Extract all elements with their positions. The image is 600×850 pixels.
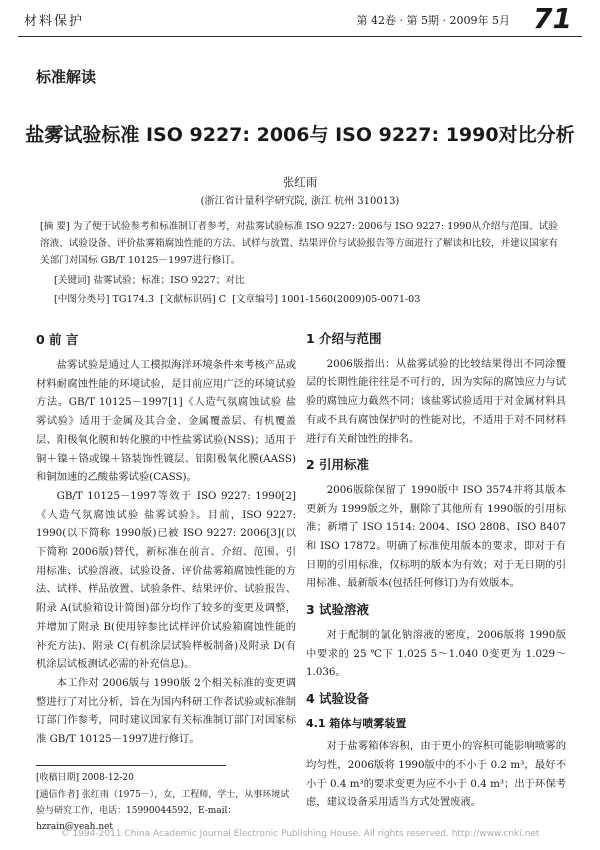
journal-name: 材料保护 — [24, 14, 85, 29]
section-2-paragraph: 2006版除保留了 1990版中 ISO 3574并将其版本更新为 1999版之外，删除了其他所有 1990版的引用标准；新增了 ISO 1514: 2004、ISO 2808、ISO 8407和 ISO 17872。明确了标准使用版本的要求，即对于有日期的引用标准，仅标明的版本为有效；对于无日期的引用标准、最新版本(包括任何修订)为有效版本。 — [306, 483, 566, 590]
keywords-label: [关键词] — [54, 275, 91, 286]
abstract-text: 为了便于试验参考和标准制订者参考，对盐雾试验标准 ISO 9227: 2006与 ISO 9227: 1990从介绍与范围、试验溶液、试验设备、评价盐雾箱腐蚀性能的方法、试样与放置、结果评价与试验报告等方面进行了解读和比较，并建议国家有关部门对国标 GB/T 10125－1997进行修订。 — [40, 221, 559, 266]
article-no-value: 1001-1560(2009)05-0071-03 — [281, 294, 421, 305]
section-0-heading: 0 前 言 — [36, 332, 79, 347]
classification-line — [54, 291, 564, 305]
contact-label: [通信作者] — [36, 790, 80, 800]
clc-value: TG174.3 — [112, 294, 155, 305]
received-label: [收稿日期] — [36, 773, 80, 783]
keywords — [54, 272, 564, 286]
section-1-paragraph: 2006版指出：从盐雾试验的比较结果得出不同涂覆层的长期性能往往是不可行的，因为实际的腐蚀应力与试验的腐蚀应力截然不同；该盐雾试验适用于对金属材料具有或不具有腐蚀保护时的性能对比，不适用于对不同材料进行有关耐蚀性的排名。 — [306, 357, 566, 445]
section-4-heading: 4 试验设备 — [306, 690, 370, 706]
section-4-1-paragraph: 对于盐雾箱体容积，由于更小的容积可能影响喷雾的均匀性，2006版将 1990版中的不小于 0.2 m³，最好不小于 0.4 m³的要求变更为应不小于 0.4 m³；出于环保考虑，建议设备采用适当方式处置废液。 — [306, 740, 566, 809]
affiliation: (浙江省计量科学研究院, 浙江 杭州 310013) — [200, 196, 400, 207]
abstract — [40, 218, 560, 269]
intro-paragraph-1: 盐雾试验是通过人工模拟海洋环境条件来考核产品或材料耐腐蚀性能的环境试验，是目前应用广泛的环境试验方法。GB/T 10125－1997[1]《人造气氛腐蚀试验 盐雾试验》适用于金属及其合金、金属覆盖层、有机覆盖层、阳极氧化膜和转化膜的中性盐雾试验(NSS)；适用于铜＋镍＋铬或镍＋铬装饰性镀层、铝阳极氧化膜(AASS)和铜加速的乙酸盐雾试验(CASS)。 — [36, 359, 296, 484]
section-3-heading: 3 试验溶液 — [306, 602, 370, 618]
abstract-label: [摘 要] — [40, 221, 70, 232]
right-column-body — [306, 330, 566, 812]
section-tag: 标准解读 — [36, 68, 97, 86]
doc-code-value: C — [218, 294, 227, 305]
footnote-rule — [36, 765, 226, 766]
intro-paragraph-3: 本工作对 2006版与 1990版 2个相关标准的变更调整进行了对比分析，旨在为国内科研工作者试验或标准制订部门作参考，同时建议国家有关标准制订部门对国家标准 GB/T 10125－1997进行修订。 — [36, 676, 296, 746]
received-value: 2008-12-20 — [81, 773, 134, 783]
received-date — [36, 770, 296, 786]
author: 张红雨 — [282, 175, 318, 189]
section-3-paragraph: 对于配制的氯化钠溶液的密度，2006版将 1990版中要求的 25 ℃下 1.025 5～1.040 0变更为 1.029～1.036。 — [306, 628, 566, 679]
doc-code-label: [文献标识码] — [160, 294, 216, 305]
paper-title: 盐雾试验标准 ISO 9227: 2006与 ISO 9227: 1990对比分析 — [25, 124, 575, 146]
header-rule — [18, 36, 582, 37]
page-number: 71 — [533, 2, 572, 35]
section-2-heading: 2 引用标准 — [306, 457, 370, 473]
corresponding-author — [36, 787, 296, 835]
article-no-label: [文章编号] — [232, 294, 279, 305]
issue-info: 第 42卷 · 第 5期 · 2009年 5月 — [356, 14, 510, 27]
left-column-body — [36, 356, 296, 749]
copyright-footer: © 1994-2011 China Academic Journal Electronic Publishing House. All rights reserved. http://www.cnki.net — [60, 829, 540, 839]
section-4-1-heading: 4.1 箱体与喷雾装置 — [306, 716, 407, 730]
section-1-heading: 1 介绍与范围 — [306, 331, 382, 346]
intro-paragraph-2: GB/T 10125－1997等效于 ISO 9227: 1990[2]《人造气氛腐蚀试验 盐雾试验》。目前，ISO 9227: 1990(以下简称 1990版)已被 ISO 9227: 2006[3](以下简称 2006版)替代，新标准在前言、介绍、范围、引用标准、试验溶液、试验设备、评价盐雾箱腐蚀性能的方法、试样、样品放置、试验条件、结果评价、试验报告、附录 A(试验箱设计简图)部分均作了较多的变更及调整，并增加了附录 B(使用锌参比试样评价试验箱腐蚀性能的补充方法)、附录 C(有机涂层试验样板制备)及附录 D(有机涂层试板测试必需的补充信息)。 — [36, 489, 296, 671]
contact-value: 张红雨（1975－），女，工程师，学士，从事环境试验与研究工作，电话：15990044592，E-mail：hzrain@yeah.net — [36, 790, 290, 832]
keywords-text: 盐雾试验；标准；ISO 9227；对比 — [93, 275, 245, 286]
clc-label: [中图分类号] — [54, 294, 110, 305]
